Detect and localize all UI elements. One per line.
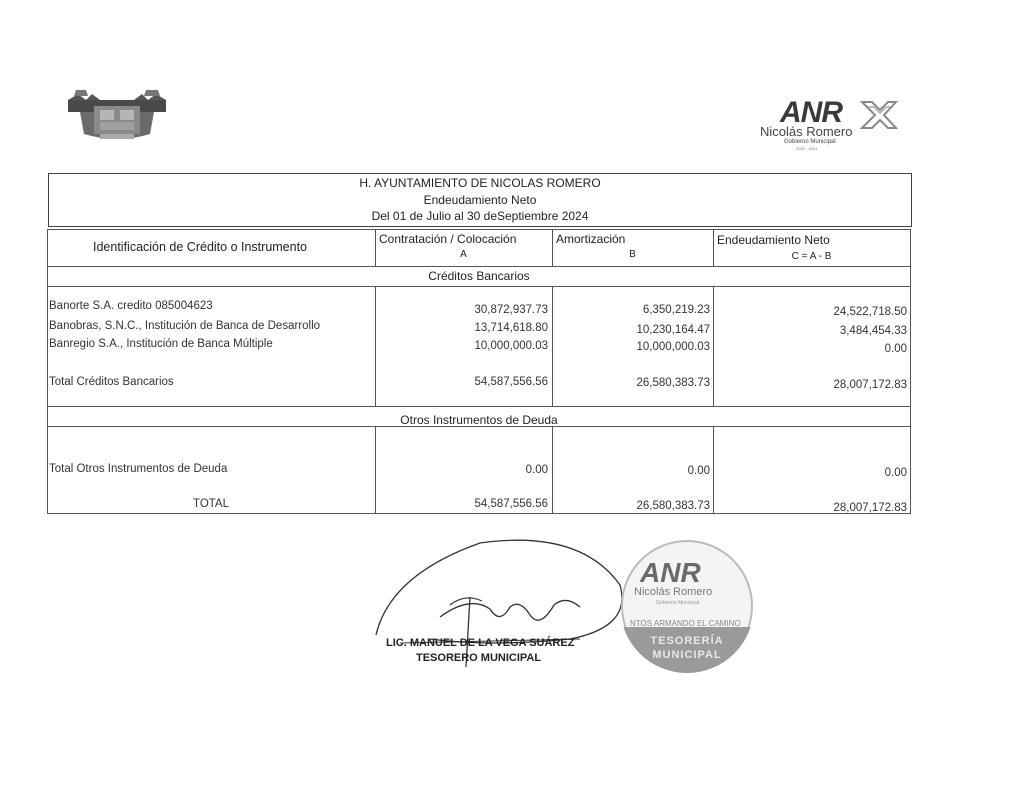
- total-label: Total Créditos Bancarios: [49, 376, 174, 388]
- total-value-a: 0.00: [525, 464, 548, 476]
- row-value-a: 13,714,618.80: [474, 322, 548, 334]
- logo-subtitle: Gobierno Municipal: [784, 139, 836, 145]
- col-header-instrument: Identificación de Crédito o Instrumento: [93, 240, 308, 254]
- grand-total-value-b: 26,580,383.73: [636, 500, 710, 512]
- treasury-stamp: [620, 539, 754, 673]
- logo-years: 2022 - 2024: [796, 146, 818, 151]
- total-value-a: 54,587,556.56: [474, 376, 548, 388]
- report-title: Endeudamiento Neto: [423, 193, 537, 207]
- total-value-b: 26,580,383.73: [636, 377, 710, 389]
- col-code-b: B: [629, 249, 636, 260]
- col-code-c: C = A - B: [791, 251, 832, 262]
- grand-total-value-c: 28,007,172.83: [833, 502, 907, 514]
- signer-role: TESORERO MUNICIPAL: [416, 652, 542, 664]
- col-code-a: A: [460, 249, 467, 260]
- row-label: Banregio S.A., Institución de Banca Múltiple: [49, 338, 273, 350]
- report-header: [48, 173, 912, 227]
- row-value-a: 30,872,937.73: [474, 304, 548, 316]
- debt-table: [47, 229, 911, 514]
- stamp-office-line2: MUNICIPAL: [652, 649, 722, 661]
- total-value-b: 0.00: [687, 465, 710, 477]
- row-label: Banorte S.A. credito 085004623: [49, 300, 213, 312]
- col-header-contratacion: Contratación / Colocación: [379, 232, 517, 246]
- row-value-b: 6,350,219.23: [642, 304, 710, 316]
- stamp-mark: ANR: [640, 557, 701, 588]
- anr-logo: [758, 96, 900, 152]
- logo-mark: ANR: [780, 96, 842, 129]
- section-title-bancarios: Créditos Bancarios: [428, 269, 530, 283]
- col-header-amortizacion: Amortización: [556, 232, 626, 246]
- stamp-rim-text: NTOS ARMANDO EL CAMINO: [630, 619, 741, 628]
- logo-town: Nicolás Romero: [760, 124, 853, 139]
- row-value-a: 10,000,000.03: [474, 340, 548, 352]
- signer-name: LIC. MANUEL DE LA VEGA SUÁREZ: [386, 637, 575, 649]
- stamp-office-line1: TESORERÍA: [650, 635, 724, 647]
- total-label: Total Otros Instrumentos de Deuda: [49, 463, 228, 475]
- row-value-c: 24,522,718.50: [833, 306, 907, 318]
- col-header-neto: Endeudamiento Neto: [717, 233, 830, 247]
- total-value-c: 0.00: [884, 467, 907, 479]
- grand-total-value-a: 54,587,556.56: [474, 498, 548, 510]
- row-label: Banobras, S.N.C., Institución de Banca de Desarrollo: [49, 320, 321, 332]
- report-period: Del 01 de Julio al 30 deSeptiembre 2024: [371, 209, 589, 223]
- total-value-c: 28,007,172.83: [833, 379, 907, 391]
- municipal-seal-icon: [66, 86, 168, 142]
- row-value-b: 10,230,164.47: [636, 324, 710, 336]
- stamp-subtitle: Gobierno Municipal: [656, 600, 700, 606]
- entity-title: H. AYUNTAMIENTO DE NICOLAS ROMERO: [359, 176, 601, 190]
- row-value-c: 3,484,454.33: [839, 325, 907, 337]
- logo-pattern-icon: [858, 98, 898, 132]
- grand-total-label: TOTAL: [193, 498, 229, 510]
- row-value-b: 10,000,000.03: [636, 341, 710, 353]
- signature-block: [370, 535, 760, 685]
- section-title-otros: Otros Instrumentos de Deuda: [400, 413, 558, 427]
- row-value-c: 0.00: [884, 343, 907, 355]
- stamp-town: Nicolás Romero: [634, 586, 713, 598]
